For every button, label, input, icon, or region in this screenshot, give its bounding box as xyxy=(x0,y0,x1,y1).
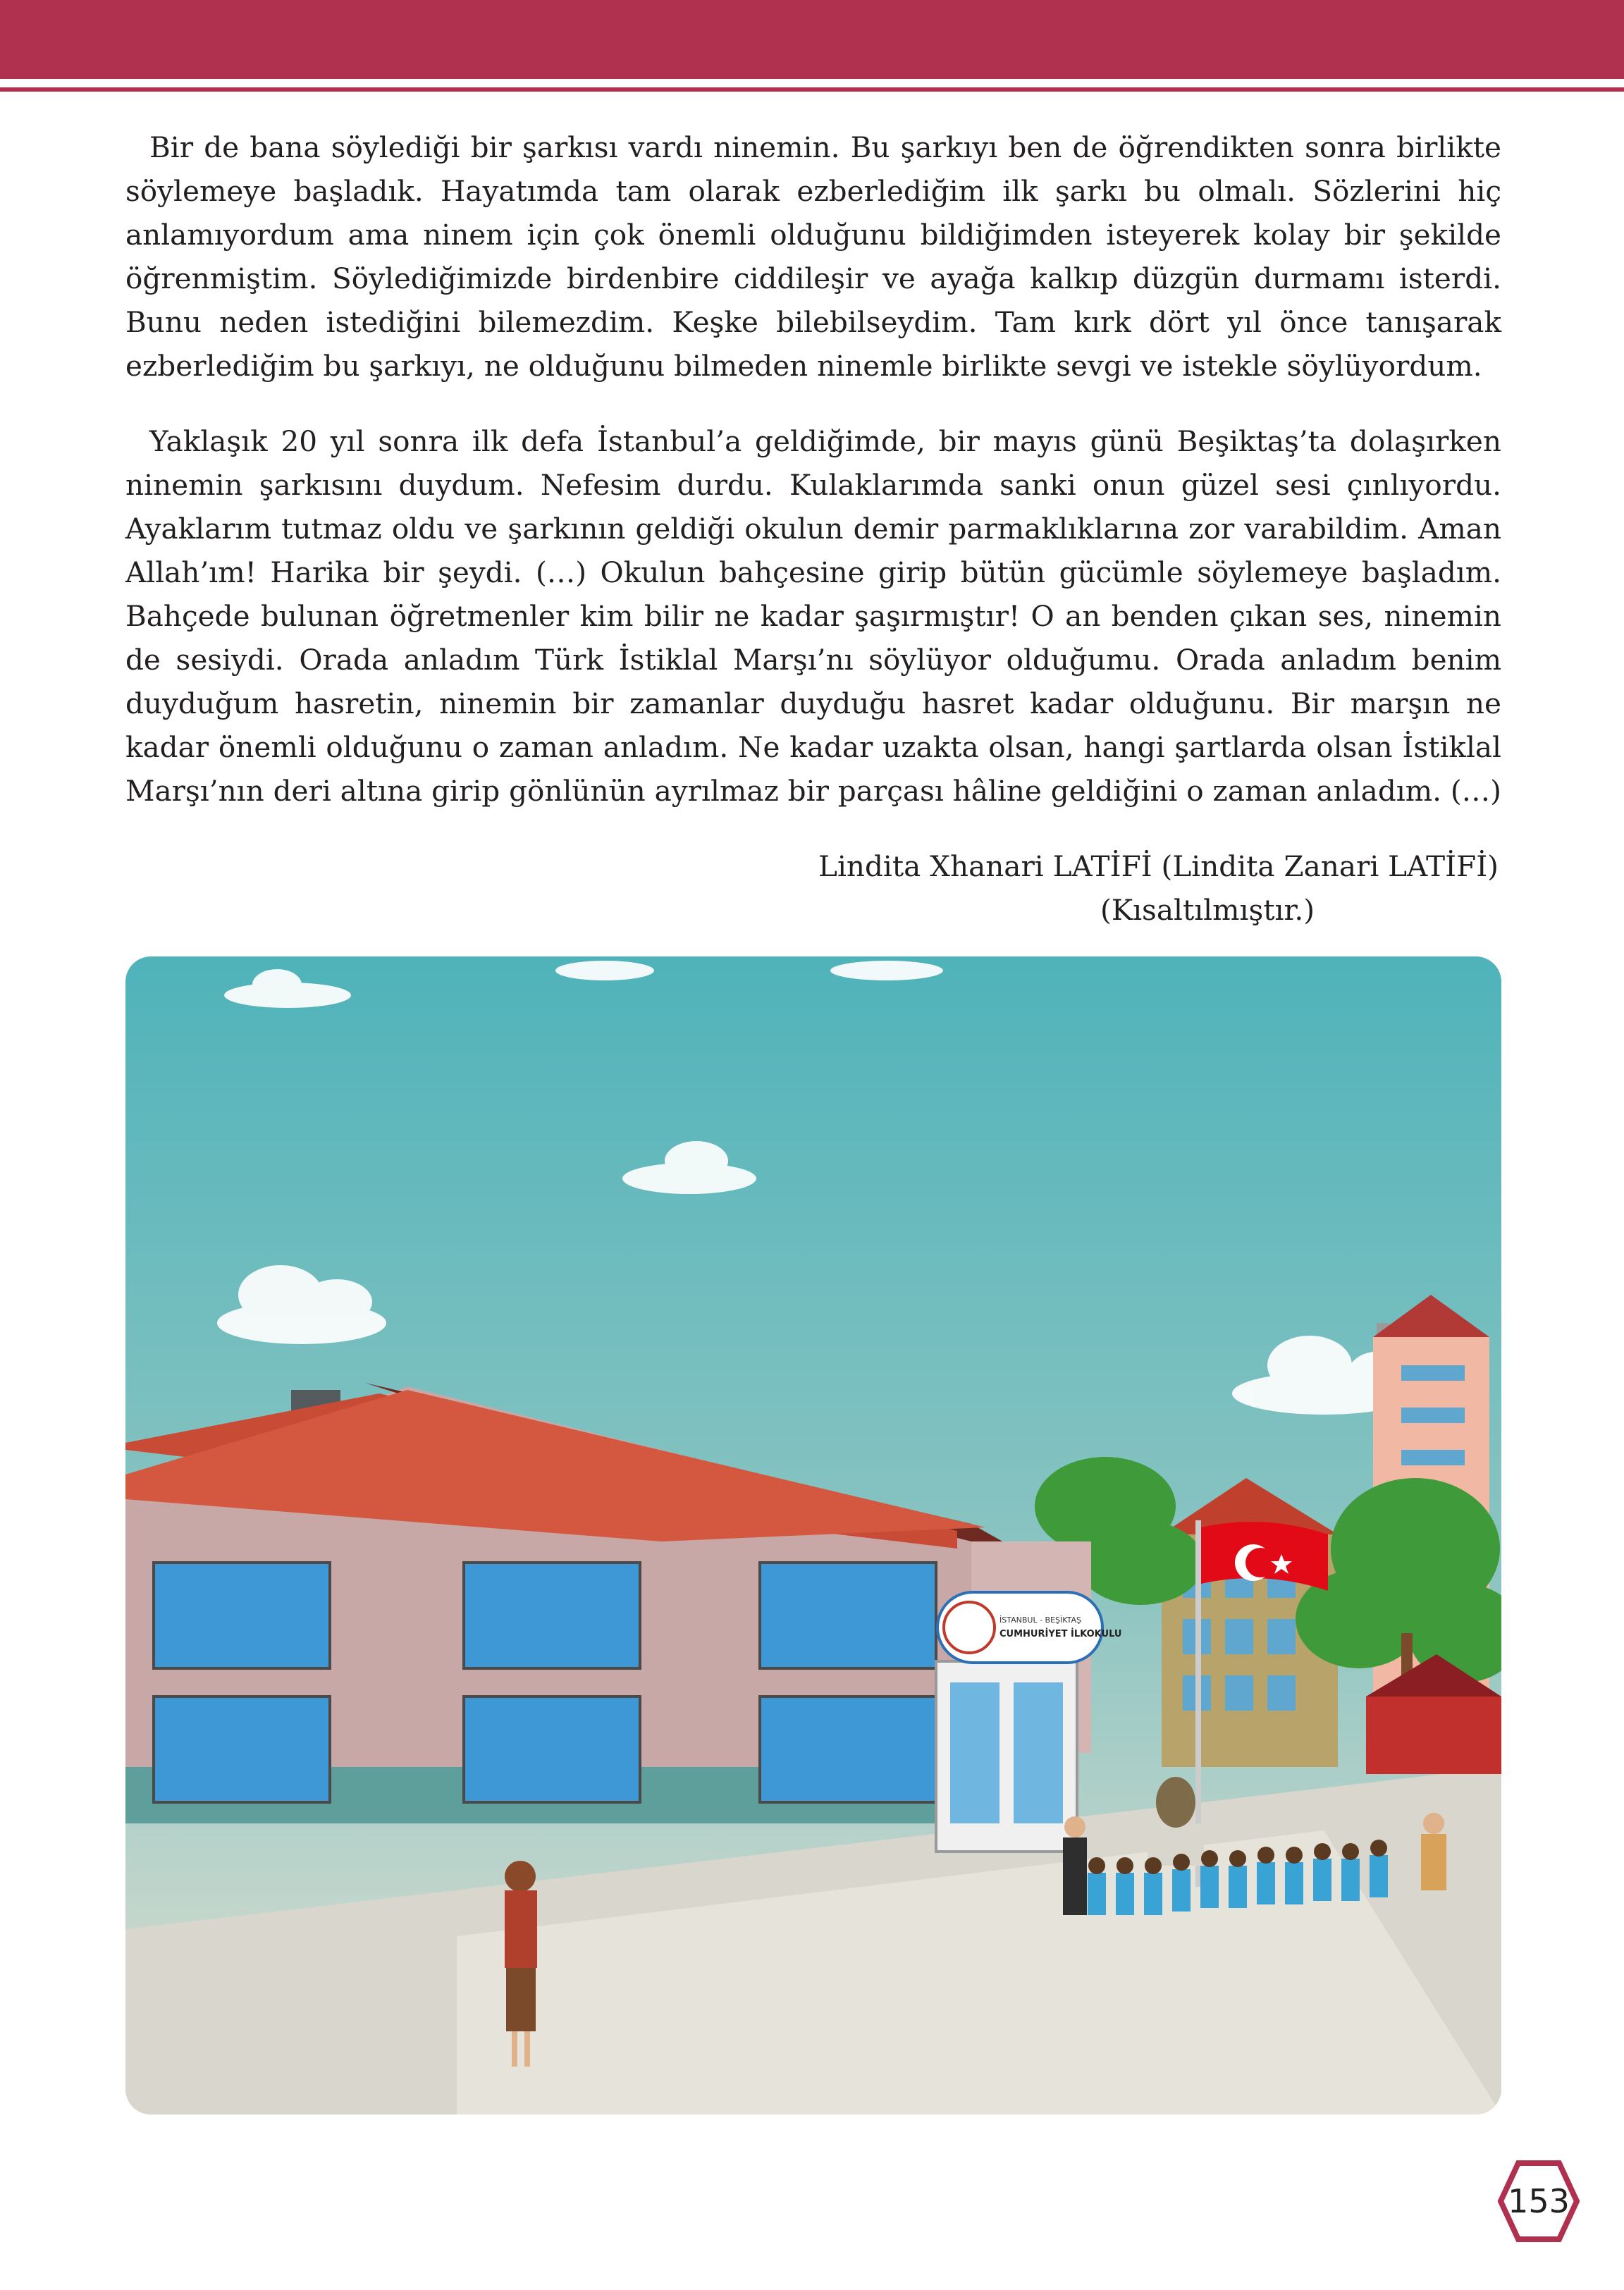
school-scene xyxy=(125,956,1501,2114)
teacher-man xyxy=(1063,1816,1087,1915)
header-bar xyxy=(0,0,1624,79)
sign-line-2: CUMHURİYET İLKOKULU xyxy=(999,1629,1122,1639)
attribution xyxy=(818,844,1499,932)
header-rule xyxy=(0,87,1624,92)
attribution-author: Lindita Xhanari LATİFİ (Lindita Zanari LATİFİ) xyxy=(818,849,1499,883)
school-illustration xyxy=(125,956,1501,2114)
school-sign xyxy=(937,1592,1121,1663)
text-block-1 xyxy=(125,125,1501,388)
attribution-note: (Kısaltılmıştır.) xyxy=(1100,893,1315,927)
text-block-2 xyxy=(125,419,1501,813)
paragraph-2: Yaklaşık 20 yıl sonra ilk defa İstanbul’a geldiğimde, bir mayıs günü Beşiktaş’ta dolaşırken ninemin şarkısını duydum. Nefesim durdu. Kulaklarımda sanki onun güzel sesi çınlıyordu. Ayaklarım tutmaz oldu ve şarkının geldiği okulun demir parmaklıklarına zor varabildim. Aman Allah’ım! Harika bir şeydi. (…) Okulun bahçesine girip bütün gücümle söylemeye başladım. Bahçede bulunan öğretmenler kim bilir ne kadar şaşırmıştır! O an benden çıkan ses, ninemin de sesiydi. Orada anladım Türk İstiklal Marşı’nı söylüyor olduğumu. Orada anladım benim duyduğum hasretin, ninemin bir zamanlar duyduğu hasret kadar olduğunu. Bir marşın ne kadar önemli olduğunu o zaman anladım. Ne kadar uzakta olsan, hangi şartlarda olsan İstiklal Marşı’nın deri altına girip gönlünün ayrılmaz bir parçası hâline geldiğini o zaman anladım. (…) xyxy=(125,424,1501,808)
paragraph-1: Bir de bana söylediği bir şarkısı vardı ninemin. Bu şarkıyı ben de öğrendikten sonra birlikte söylemeye başladık. Hayatımda tam olarak ezberlediğim ilk şarkı bu olmalı. Sözlerini hiç anlamıyordum ama ninem için çok önemli olduğunu bildiğimden isteyerek kolay bir şekilde öğrenmiştim. Söylediğimizde birdenbire ciddileşir ve ayağa kalkıp düzgün durmamı isterdi. Bunu neden istediğini bilemezdim. Keşke bilebilseydim. Tam kırk dört yıl önce tanışarak ezberlediğim bu şarkıyı, ne olduğunu bilmeden ninemle birlikte sevgi ve istekle söylüyordum. xyxy=(125,130,1501,383)
teacher-woman xyxy=(1421,1813,1446,1890)
sign-line-1: İSTANBUL - BEŞİKTAŞ xyxy=(999,1615,1081,1625)
page-number-badge xyxy=(1497,2160,1580,2243)
page-number: 153 xyxy=(1508,2182,1570,2220)
